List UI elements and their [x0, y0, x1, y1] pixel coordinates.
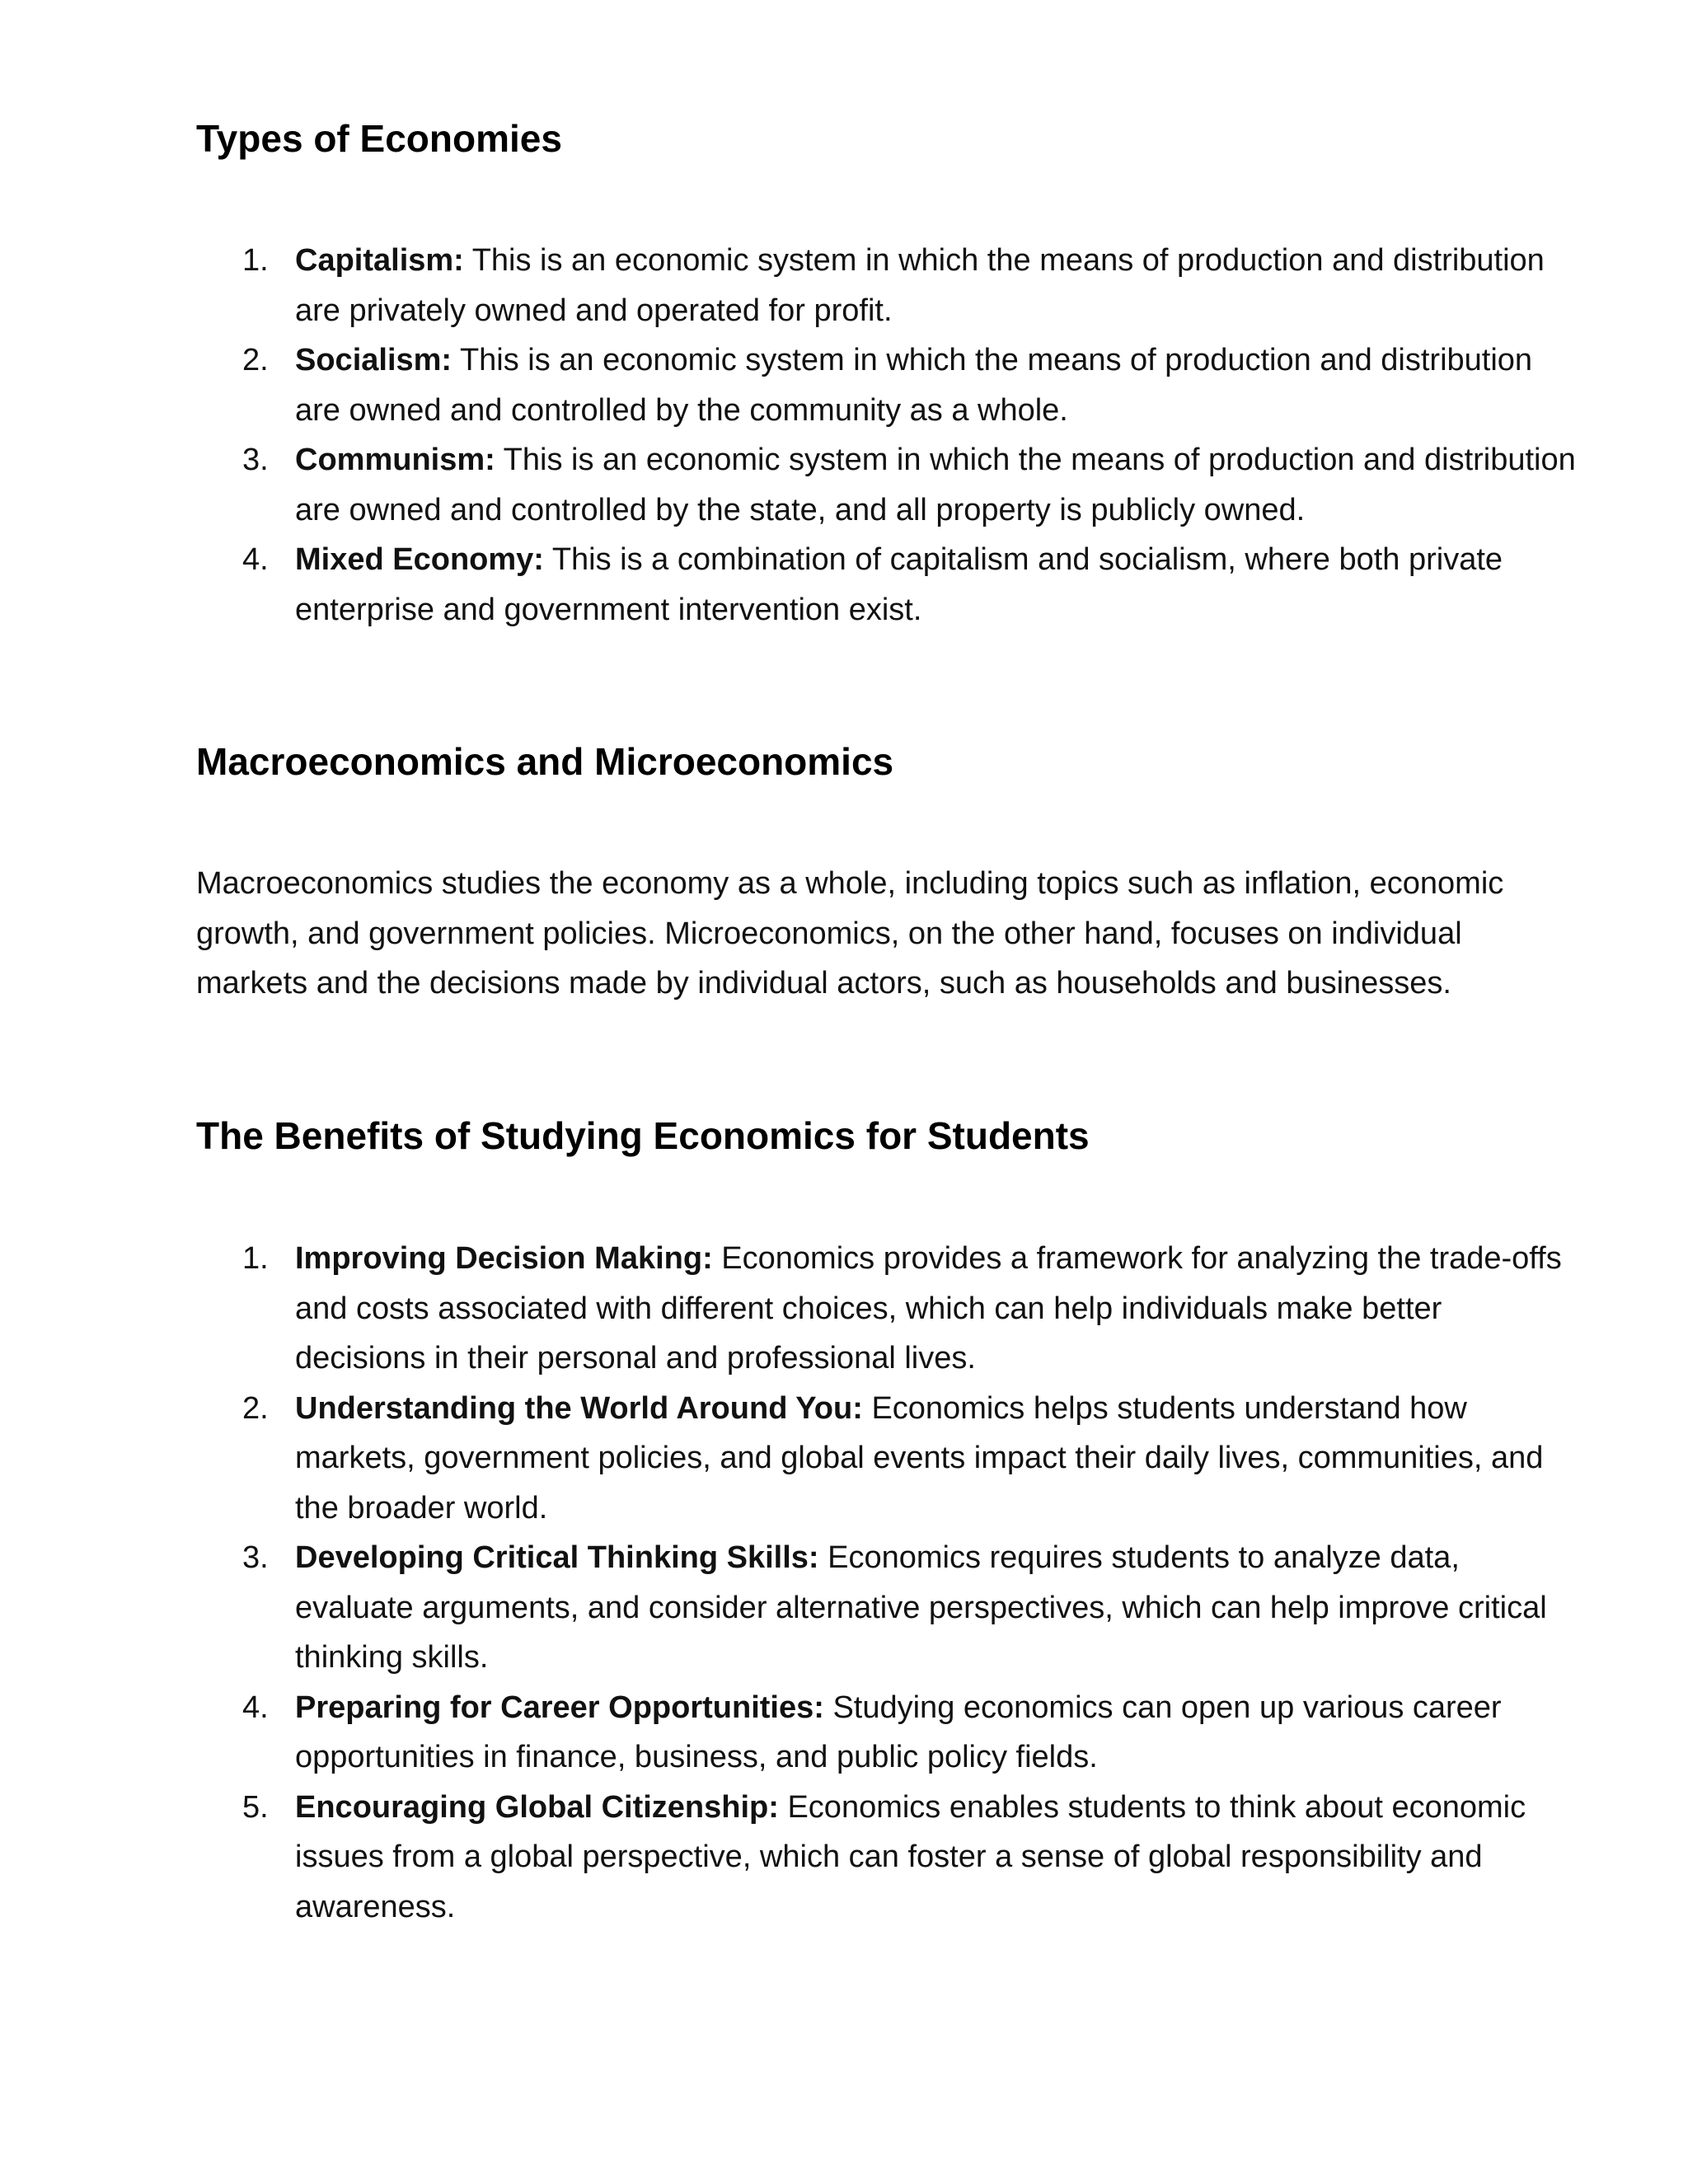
list-item-term: Communism:: [295, 443, 495, 477]
list-item-text: This is a combination of capitalism and socialism, where both private enterprise and government intervention exist.: [295, 542, 1503, 627]
list-item: [196, 1533, 1581, 1683]
list-number: 2.: [242, 1390, 269, 1426]
list-item: [196, 1783, 1581, 1933]
list-item: [196, 1234, 1581, 1384]
list-item-term: Encouraging Global Citizenship:: [295, 1789, 779, 1825]
list-number: 3.: [242, 1540, 269, 1575]
list-item-term: Improving Decision Making:: [295, 1241, 713, 1276]
list-number: 3.: [242, 443, 269, 477]
list-number: 1.: [242, 1241, 269, 1276]
list-item-text: This is an economic system in which the means of production and distribution are owned and controlled by the community as a whole.: [295, 343, 1533, 428]
list-item: [196, 335, 1581, 435]
list-number: 5.: [242, 1789, 269, 1825]
list-item-text: Economics enables students to think about economic issues from a global perspective, which can foster a sense of global responsibility and awareness.: [295, 1789, 1526, 1924]
list-item: [196, 1683, 1581, 1783]
list-item-text: Economics helps students understand how markets, government policies, and global events impact their daily lives, communities, and the broader world.: [295, 1390, 1544, 1526]
list-item: [196, 435, 1581, 535]
list-number: 1.: [242, 243, 269, 278]
list-number: 4.: [242, 542, 269, 577]
list-item: [196, 1384, 1581, 1534]
list-item-term: Understanding the World Around You:: [295, 1390, 863, 1426]
list-number: 4.: [242, 1690, 269, 1725]
list-item-text: This is an economic system in which the means of production and distribution are owned and controlled by the state, and all property is publicly owned.: [295, 443, 1576, 527]
list-item-text: Economics requires students to analyze data, evaluate arguments, and consider alternative perspectives, which can help improve critical thinking skills.: [295, 1540, 1547, 1675]
list-item-term: Developing Critical Thinking Skills:: [295, 1540, 819, 1575]
list-item-term: Mixed Economy:: [295, 542, 544, 577]
economy-types-list: [196, 236, 1581, 635]
list-item: [196, 535, 1581, 635]
list-number: 2.: [242, 343, 269, 377]
section-heading-benefits: The Benefits of Studying Economics for Students: [196, 1114, 1090, 1157]
list-item: [196, 236, 1581, 335]
list-item-text: Studying economics can open up various career opportunities in finance, business, and public policy fields.: [295, 1690, 1502, 1774]
macro-micro-paragraph: Macroeconomics studies the economy as a whole, including topics such as inflation, economic growth, and government policies. Microeconomics, on the other hand, focuses on individual markets and the decisions made by individual actors, such as households and businesses.: [196, 866, 1504, 1001]
section-heading-macro-micro: Macroeconomics and Microeconomics: [196, 740, 894, 783]
section-heading-types-of-economies: Types of Economies: [196, 117, 562, 160]
list-item-text: This is an economic system in which the means of production and distribution are privately owned and operated for profit.: [295, 243, 1545, 328]
list-item-term: Preparing for Career Opportunities:: [295, 1690, 824, 1725]
benefits-list: [196, 1234, 1581, 1932]
list-item-term: Capitalism:: [295, 243, 464, 278]
list-item-term: Socialism:: [295, 343, 452, 377]
list-item-text: Economics provides a framework for analyzing the trade-offs and costs associated with different choices, which can help individuals make better decisions in their personal and professional lives.: [295, 1241, 1562, 1376]
